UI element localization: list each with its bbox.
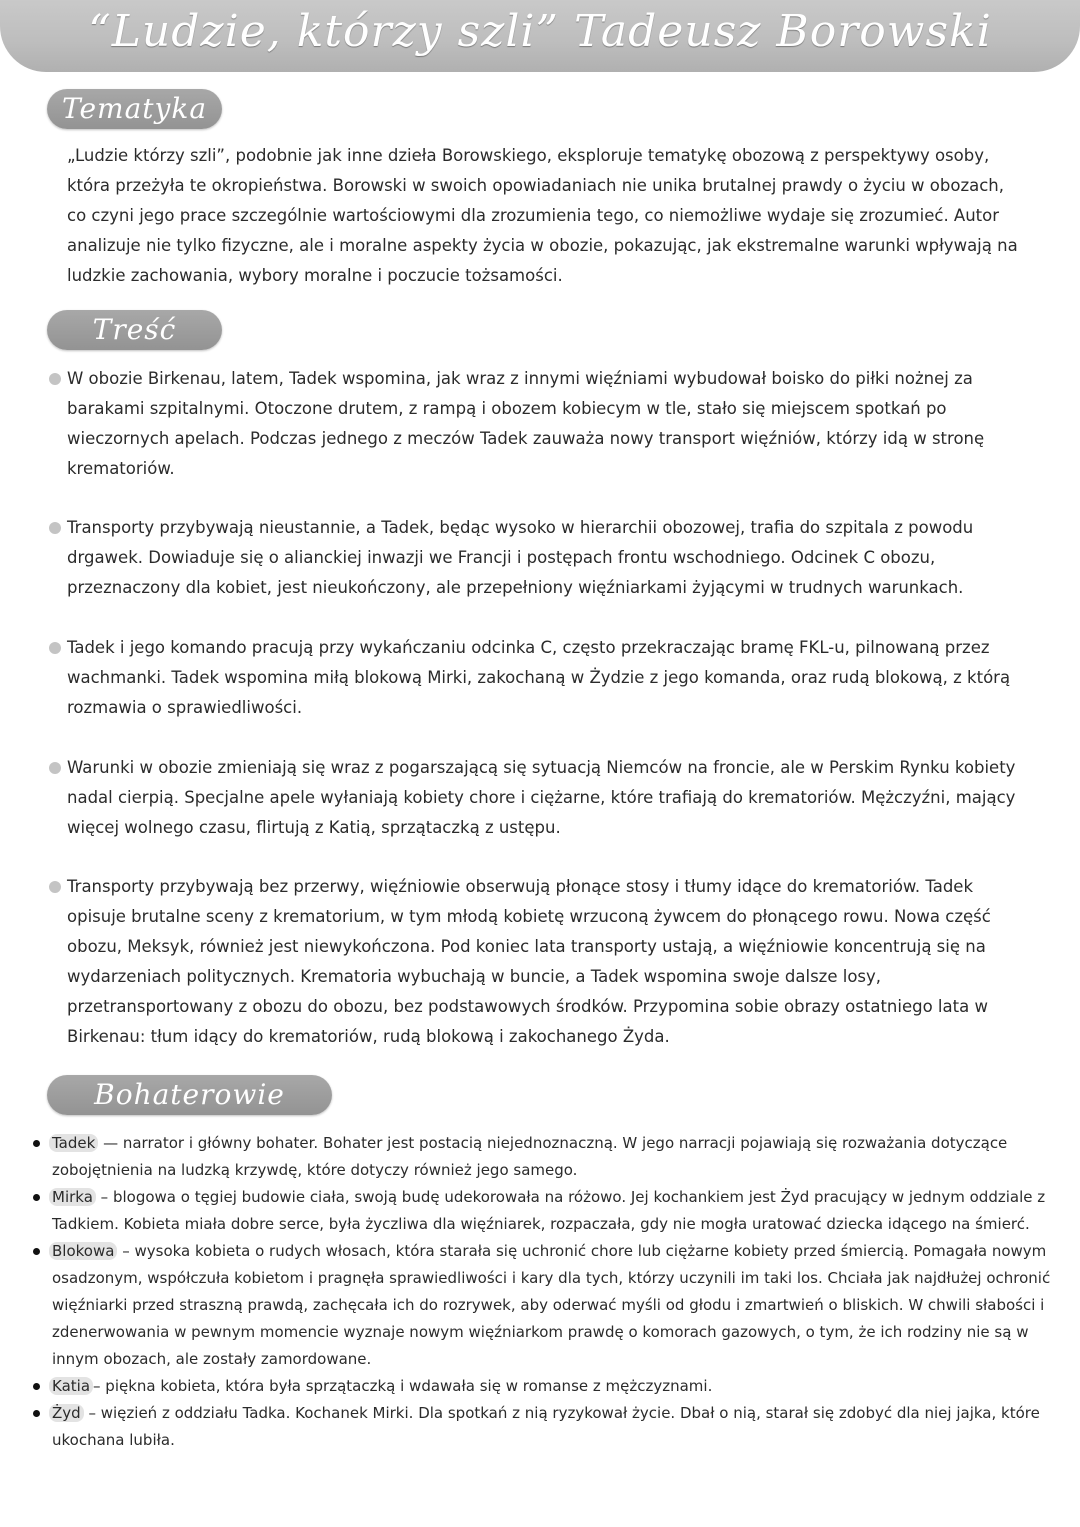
character-description: blogowa o tęgiej budowie ciała, swoją budę udekorowała na różowo. Jej kochankiem jest Żyd pracujący w jednym oddziale z Tadkiem. Kobieta miała dobre serce, była życzliwa dla więźniarek, rozpaczała, gdy nie mogła uratować dziecka idącego na śmierć. — [52, 1188, 1046, 1233]
character-separator: — — [98, 1134, 123, 1152]
bullet-dot — [49, 522, 61, 534]
character-item — [52, 1184, 1062, 1238]
section-heading-label: Treść — [92, 313, 177, 346]
bullet-dot — [33, 1140, 40, 1147]
bullet-dot — [49, 373, 61, 385]
section-heading-tematyka — [47, 89, 222, 129]
character-description: piękna kobieta, która była sprzątaczką i wdawała się w romanse z mężczyznami. — [105, 1377, 713, 1395]
tresc-item — [67, 633, 1027, 723]
tresc-item-text: Transporty przybywają bez przerwy, więźniowie obserwują płonące stosy i tłumy idące do krematoriów. Tadek opisuje brutalne sceny z krematorium, w tym młodą kobietę wrzuconą żywcem do płonącego rowu. Nowa część obozu, Meksyk, również jest niewykończona. Pod koniec lata transporty ustają, a więźniowie koncentrują się na wydarzeniach politycznych. Krematoria wybuchają w buncie, a Tadek wspomina swoje dalsze losy, przetransportowany z obozu do obozu, bez podstawowych środków. Przypomina sobie obrazy ostatniego lata w Birkenau: tłum idący do krematoriów, rudą blokową i zakochanego Żyda. — [67, 877, 991, 1046]
bullet-dot — [33, 1410, 40, 1417]
bullet-dot — [49, 762, 61, 774]
section-heading-label: Tematyka — [61, 92, 208, 125]
page-title: “Ludzie, którzy szli” Tadeusz Borowski — [88, 6, 992, 57]
character-description: więzień z oddziału Tadka. Kochanek Mirki. Dla spotkań z nią ryzykował życie. Dbał o nią, starał się zdobyć dla niej jajka, które ukochana lubiła. — [52, 1404, 1040, 1449]
section-heading-bohaterowie — [47, 1075, 332, 1115]
characters-list — [52, 1130, 1062, 1454]
tresc-item — [67, 872, 1027, 1052]
title-banner — [0, 0, 1080, 72]
character-item — [52, 1130, 1062, 1184]
character-description: wysoka kobieta o rudych włosach, która starała się uchronić chore lub ciężarne kobiety przed śmiercią. Pomagała nowym osadzonym, współczuła kobietom i pragnęła sprawiedliwości i kary dla tych, którzy uczynili im taki los. Chciała jak najdłużej ochronić więźniarki przed straszną prawdą, zachęcała ich do rozrywek, aby oderwać myśli od głodu i zmartwień o bliskich. W chwili słabości i zdenerwowania w pewnym momencie wyznaje nowym więźniarkom prawdę o komorach gazowych, o tym, że ich rodziny nie są w innym obozach, ale zostały zamordowane. — [52, 1242, 1051, 1368]
character-name: Mirka — [49, 1188, 96, 1206]
tresc-item — [67, 753, 1027, 843]
section-heading-label: Bohaterowie — [94, 1078, 285, 1111]
bullet-dot — [33, 1248, 40, 1255]
character-name: Żyd — [49, 1404, 84, 1422]
bullet-dot — [33, 1194, 40, 1201]
character-name: Blokowa — [49, 1242, 117, 1260]
tresc-item-text: Warunki w obozie zmieniają się wraz z pogarszającą się sytuacją Niemców na froncie, ale w Perskim Rynku kobiety nadal cierpią. Specjalne apele wyłaniają kobiety chore i ciężarne, które trafiają do krematoriów. Mężczyźni, mający więcej wolnego czasu, flirtują z Katią, sprzątaczką z ustępu. — [67, 758, 1016, 837]
character-description: narrator i główny bohater. Bohater jest postacią niejednoznaczną. W jego narracji pojawiają się rozważania dotyczące zobojętnienia na ludzką krzywdę, które dotyczy również jego samego. — [52, 1134, 1008, 1179]
character-separator: – — [93, 1377, 106, 1395]
section-heading-tresc — [47, 310, 222, 350]
character-name: Tadek — [49, 1134, 98, 1152]
character-item — [52, 1238, 1062, 1373]
tresc-item — [67, 364, 1027, 484]
tresc-item — [67, 513, 1027, 603]
character-name: Katia — [49, 1377, 93, 1395]
character-item — [52, 1373, 1062, 1400]
character-item — [52, 1400, 1062, 1454]
tresc-item-text: Tadek i jego komando pracują przy wykańczaniu odcinka C, często przekraczając bramę FKL-u, pilnowaną przez wachmanki. Tadek wspomina miłą blokową Mirki, zakochaną w Żydzie z jego komanda, oraz rudą blokową, z którą rozmawia o sprawiedliwości. — [67, 638, 1011, 717]
tresc-item-text: Transporty przybywają nieustannie, a Tadek, będąc wysoko w hierarchii obozowej, trafia do szpitala z powodu drgawek. Dowiaduje się o alianckiej inwazji we Francji i postępach frontu wschodniego. Odcinek C obozu, przeznaczony dla kobiet, jest nieukończony, ale przepełniony więźniarkami żyjącymi w trudnych warunkach. — [67, 518, 974, 597]
character-separator: – — [117, 1242, 135, 1260]
tematyka-paragraph: „Ludzie którzy szli”, podobnie jak inne dzieła Borowskiego, eksploruje tematykę obozową z perspektywy osoby, która przeżyła te okropieństwa. Borowski w swoich opowiadaniach nie unika brutalnej prawdy o życiu w obozach, co czyni jego prace szczególnie wartościowymi dla zrozumienia tego, co niemożliwe wydaje się zrozumieć. Autor analizuje nie tylko fizyczne, ale i moralne aspekty życia w obozie, pokazując, jak ekstremalne warunki wpływają na ludzkie zachowania, wybory moralne i poczucie tożsamości. — [67, 146, 1018, 285]
tresc-item-text: W obozie Birkenau, latem, Tadek wspomina, jak wraz z innymi więźniami wybudował boisko do piłki nożnej za barakami szpitalnymi. Otoczone drutem, z rampą i obozem kobiecym w tle, stało się miejscem spotkań po wieczornych apelach. Podczas jednego z meczów Tadek zauważa nowy transport więźniów, którzy idą w stronę krematoriów. — [67, 369, 985, 478]
bullet-dot — [49, 881, 61, 893]
bullet-dot — [33, 1383, 40, 1390]
character-separator: – — [95, 1188, 113, 1206]
character-separator: – — [83, 1404, 101, 1422]
bullet-dot — [49, 642, 61, 654]
